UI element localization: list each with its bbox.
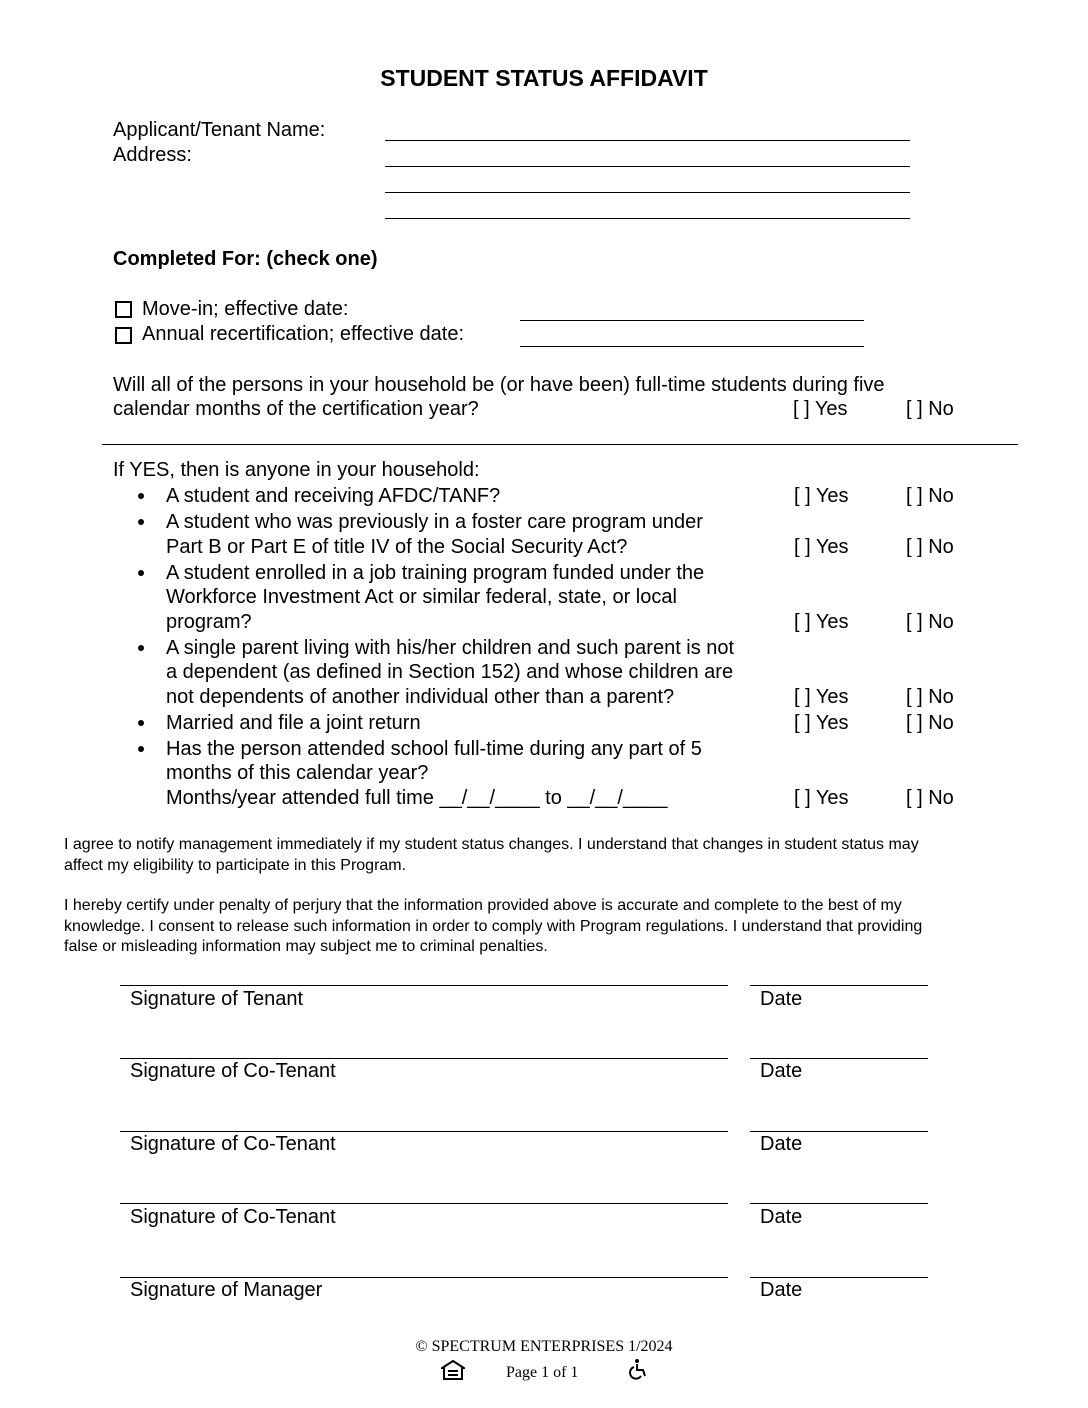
- main-question-line-2: calendar months of the certification year?: [113, 398, 479, 420]
- certify-line-1: I hereby certify under penalty of perjury that the information provided above is accurate and complete to the best of my: [64, 897, 902, 914]
- subq-foster-line-1: A student who was previously in a foster care program under: [166, 511, 703, 533]
- school-no-option[interactable]: [ ] No: [906, 787, 954, 809]
- recert-label: Annual recertification; effective date:: [142, 323, 465, 345]
- signature-label: Signature of Tenant: [130, 988, 304, 1010]
- subq-school-months[interactable]: Months/year attended full time __/__/____ to __/__/____: [166, 787, 668, 809]
- name-field[interactable]: [385, 140, 910, 141]
- form-title: STUDENT STATUS AFFIDAVIT: [380, 65, 708, 91]
- school-yes-option[interactable]: [ ] Yes: [794, 787, 849, 809]
- subq-parent-line-2: a dependent (as defined in Section 152) and whose children are: [166, 661, 734, 683]
- move-in-date-field[interactable]: [520, 320, 864, 321]
- subq-school-line-2: months of this calendar year?: [166, 762, 429, 784]
- if-yes-heading: If YES, then is anyone in your household:: [113, 459, 480, 481]
- page-number: Page 1 of 1: [506, 1364, 579, 1381]
- date-label: Date: [760, 1279, 803, 1301]
- subq-married: Married and file a joint return: [166, 712, 421, 734]
- job-no-option[interactable]: [ ] No: [906, 611, 954, 633]
- main-no-option[interactable]: [ ] No: [906, 398, 954, 420]
- bullet: [138, 645, 144, 651]
- copyright: © SPECTRUM ENTERPRISES 1/2024: [415, 1338, 673, 1355]
- main-question-line-1: Will all of the persons in your household be (or have been) full-time students during five: [113, 374, 885, 396]
- subq-foster-line-2: Part B or Part E of title IV of the Social Security Act?: [166, 536, 628, 558]
- date-label: Date: [760, 988, 803, 1010]
- afdc-yes-option[interactable]: [ ] Yes: [794, 485, 849, 507]
- recert-date-field[interactable]: [520, 346, 864, 347]
- signature-label: Signature of Co-Tenant: [130, 1206, 336, 1228]
- certify-paragraph: [64, 896, 1034, 958]
- recert-checkbox[interactable]: [115, 327, 132, 344]
- agree-line-2: affect my eligibility to participate in this Program.: [64, 856, 407, 874]
- subq-job-line-3: program?: [166, 611, 252, 633]
- parent-yes-option[interactable]: [ ] Yes: [794, 686, 849, 708]
- address-field-line-3[interactable]: [385, 218, 910, 219]
- subq-parent-line-3: not dependents of another individual other than a parent?: [166, 686, 675, 708]
- move-in-checkbox[interactable]: [115, 301, 132, 318]
- subq-job-line-1: A student enrolled in a job training program funded under the: [166, 562, 705, 584]
- date-label: Date: [760, 1206, 803, 1228]
- subq-afdc: A student and receiving AFDC/TANF?: [166, 485, 501, 507]
- subq-parent-line-1: A single parent living with his/her children and such parent is not: [166, 637, 735, 659]
- date-label: Date: [760, 1060, 803, 1082]
- signature-label: Signature of Co-Tenant: [130, 1133, 336, 1155]
- parent-no-option[interactable]: [ ] No: [906, 686, 954, 708]
- address-field-line-2[interactable]: [385, 192, 910, 193]
- main-yes-option[interactable]: [ ] Yes: [793, 398, 848, 420]
- agree-line-1: I agree to notify management immediately if my student status changes. I understand that changes in student status may: [64, 836, 919, 853]
- date-label: Date: [760, 1133, 803, 1155]
- job-yes-option[interactable]: [ ] Yes: [794, 611, 849, 633]
- subq-job-line-2: Workforce Investment Act or similar federal, state, or local: [166, 586, 677, 608]
- address-field-line-1[interactable]: [385, 166, 910, 167]
- bullet: [138, 746, 144, 752]
- bullet: [138, 720, 144, 726]
- foster-yes-option[interactable]: [ ] Yes: [794, 536, 849, 558]
- signature-label: Signature of Co-Tenant: [130, 1060, 336, 1082]
- date-line[interactable]: [750, 1203, 928, 1204]
- address-label: Address:: [113, 144, 192, 166]
- date-line[interactable]: [750, 985, 928, 986]
- bullet: [138, 570, 144, 576]
- afdc-no-option[interactable]: [ ] No: [906, 485, 954, 507]
- completed-for-heading: Completed For: (check one): [113, 248, 378, 270]
- signature-label: Signature of Manager: [130, 1279, 323, 1301]
- foster-no-option[interactable]: [ ] No: [906, 536, 954, 558]
- accessibility-icon: [628, 1358, 650, 1380]
- bullet: [138, 519, 144, 525]
- married-no-option[interactable]: [ ] No: [906, 712, 954, 734]
- equal-housing-icon: [441, 1360, 465, 1380]
- married-yes-option[interactable]: [ ] Yes: [794, 712, 849, 734]
- certify-line-3: false or misleading information may subject me to criminal penalties.: [64, 938, 548, 955]
- bullet: [138, 493, 144, 499]
- move-in-label: Move-in; effective date:: [142, 298, 349, 320]
- signature-line[interactable]: [120, 985, 728, 986]
- certify-line-2: knowledge. I consent to release such information in order to comply with Program regulations. I understand that providing: [64, 917, 923, 935]
- section-divider: [102, 444, 1018, 445]
- name-label: Applicant/Tenant Name:: [113, 119, 326, 141]
- agree-paragraph: [64, 835, 1034, 876]
- signature-line[interactable]: [120, 1203, 728, 1204]
- subq-school-line-1: Has the person attended school full-time during any part of 5: [166, 738, 702, 760]
